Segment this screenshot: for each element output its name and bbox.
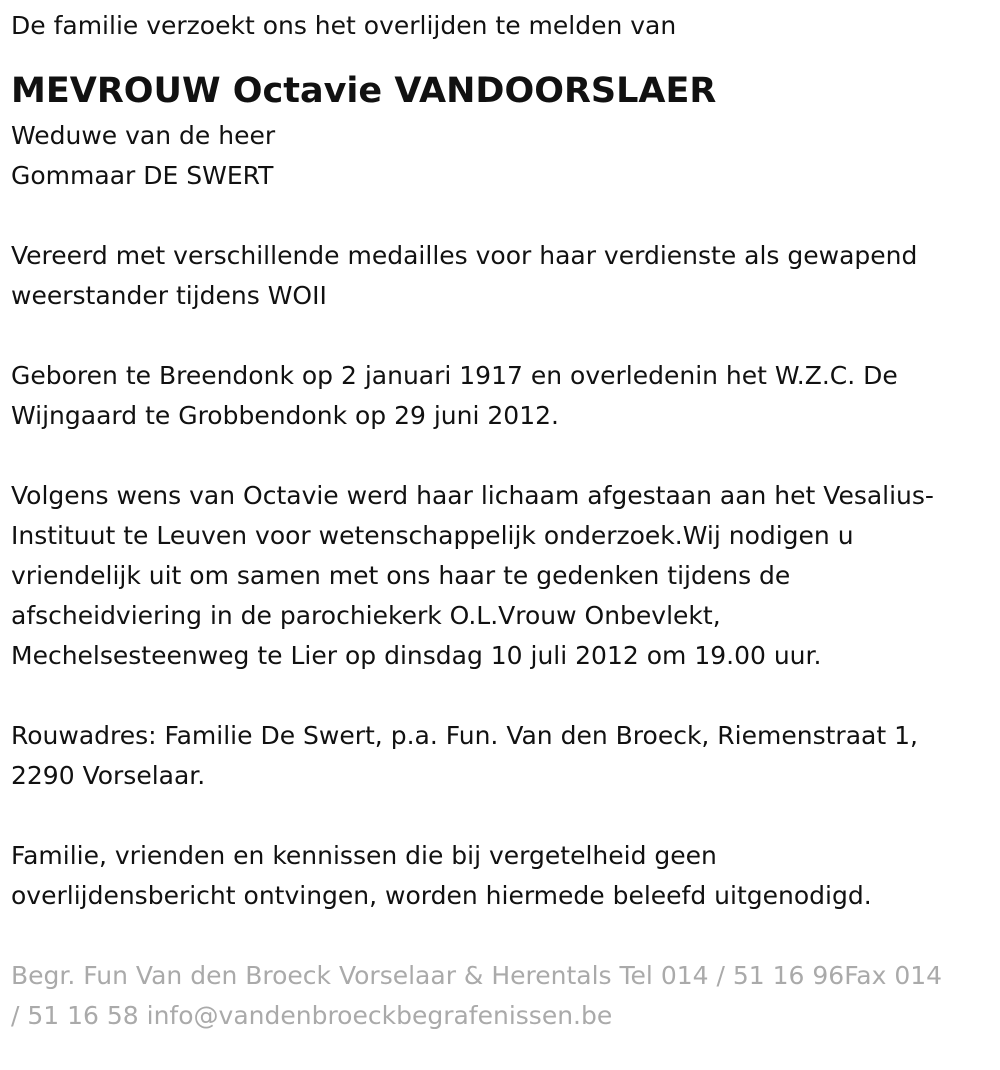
ceremony-line: Instituut te Leuven voor wetenschappelijk onderzoek.Wij nodigen u bbox=[11, 521, 854, 550]
spouse-line: Gommaar DE SWERT bbox=[11, 161, 274, 190]
address-paragraph bbox=[11, 716, 996, 796]
funeral-home-footer bbox=[11, 956, 996, 1036]
address-line: 2290 Vorselaar. bbox=[11, 761, 206, 790]
spouse-line: Weduwe van de heer bbox=[11, 121, 276, 150]
death-notice bbox=[11, 6, 996, 1036]
closing-paragraph bbox=[11, 836, 996, 916]
ceremony-line: vriendelijk uit om samen met ons haar te gedenken tijdens de bbox=[11, 561, 791, 590]
birth-death-line: Wijngaard te Grobbendonk op 29 juni 2012. bbox=[11, 401, 559, 430]
footer-line: / 51 16 58 info@vandenbroeckbegrafenissen.be bbox=[11, 1001, 613, 1030]
ceremony-line: Volgens wens van Octavie werd haar lichaam afgestaan aan het Vesalius- bbox=[11, 481, 934, 510]
ceremony-paragraph bbox=[11, 476, 996, 676]
footer-line: Begr. Fun Van den Broeck Vorselaar & Herentals Tel 014 / 51 16 96Fax 014 bbox=[11, 961, 943, 990]
honors-paragraph bbox=[11, 236, 996, 316]
spouse-block bbox=[11, 116, 996, 196]
address-line: Rouwadres: Familie De Swert, p.a. Fun. Van den Broeck, Riemenstraat 1, bbox=[11, 721, 918, 750]
intro-text: De familie verzoekt ons het overlijden te melden van bbox=[11, 11, 677, 40]
birth-death-line: Geboren te Breendonk op 2 januari 1917 en overledenin het W.Z.C. De bbox=[11, 361, 898, 390]
closing-line: overlijdensbericht ontvingen, worden hiermede beleefd uitgenodigd. bbox=[11, 881, 872, 910]
honors-line: weerstander tijdens WOII bbox=[11, 281, 327, 310]
ceremony-line: Mechelsesteenweg te Lier op dinsdag 10 juli 2012 om 19.00 uur. bbox=[11, 641, 822, 670]
birth-death-paragraph bbox=[11, 356, 996, 436]
ceremony-line: afscheidviering in de parochiekerk O.L.Vrouw Onbevlekt, bbox=[11, 601, 721, 630]
honors-line: Vereerd met verschillende medailles voor haar verdienste als gewapend bbox=[11, 241, 918, 270]
deceased-name: MEVROUW Octavie VANDOORSLAER bbox=[11, 71, 717, 111]
closing-line: Familie, vrienden en kennissen die bij vergetelheid geen bbox=[11, 841, 717, 870]
